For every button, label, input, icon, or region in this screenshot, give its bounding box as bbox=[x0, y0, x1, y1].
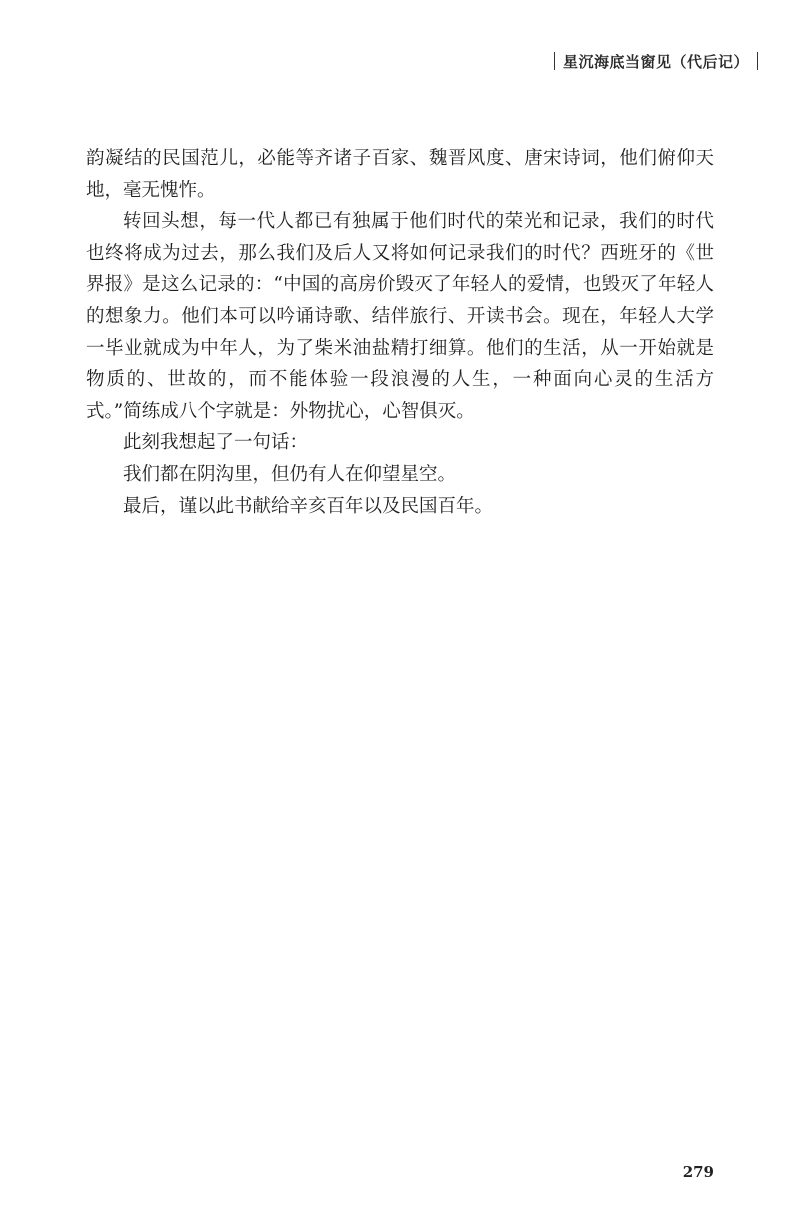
header-divider-left bbox=[554, 52, 555, 70]
header-divider-right bbox=[757, 52, 758, 70]
paragraph-3: 此刻我想起了一句话： bbox=[123, 432, 309, 454]
paragraph-4: 我们都在阴沟里，但仍有人在仰望星空。 bbox=[123, 463, 457, 485]
paragraph-2: 转回头想，每一代人都已有独属于他们时代的荣光和记录，我们的时代也终将成为过去，那么我们及后人又将如何记录我们的时代？西班牙的《世界报》是这么记录的：“中国的高房价毁灭了年轻人的爱情，也毁灭了年轻人的想象力。他们本可以吟诵诗歌、结伴旅行、开读书会。现在，年轻人大学一毕业就成为中年人，为了柴米油盐精打细算。他们的生活，从一开始就是物质的、世故的，而不能体验一段浪漫的人生，一种面向心灵的生活方式。”简练成八个字就是：外物扰心，心智俱灭。 bbox=[86, 211, 714, 422]
page-number: 279 bbox=[682, 1163, 714, 1181]
body-text bbox=[86, 143, 714, 522]
running-header bbox=[546, 51, 766, 72]
paragraph-5: 最后，谨以此书献给辛亥百年以及民国百年。 bbox=[123, 495, 494, 517]
paragraph-1: 韵凝结的民国范儿，必能等齐诸子百家、魏晋风度、唐宋诗词，他们俯仰天地，毫无愧怍。 bbox=[86, 148, 714, 201]
running-header-title: 星沉海底当窗见（代后记） bbox=[562, 53, 749, 71]
